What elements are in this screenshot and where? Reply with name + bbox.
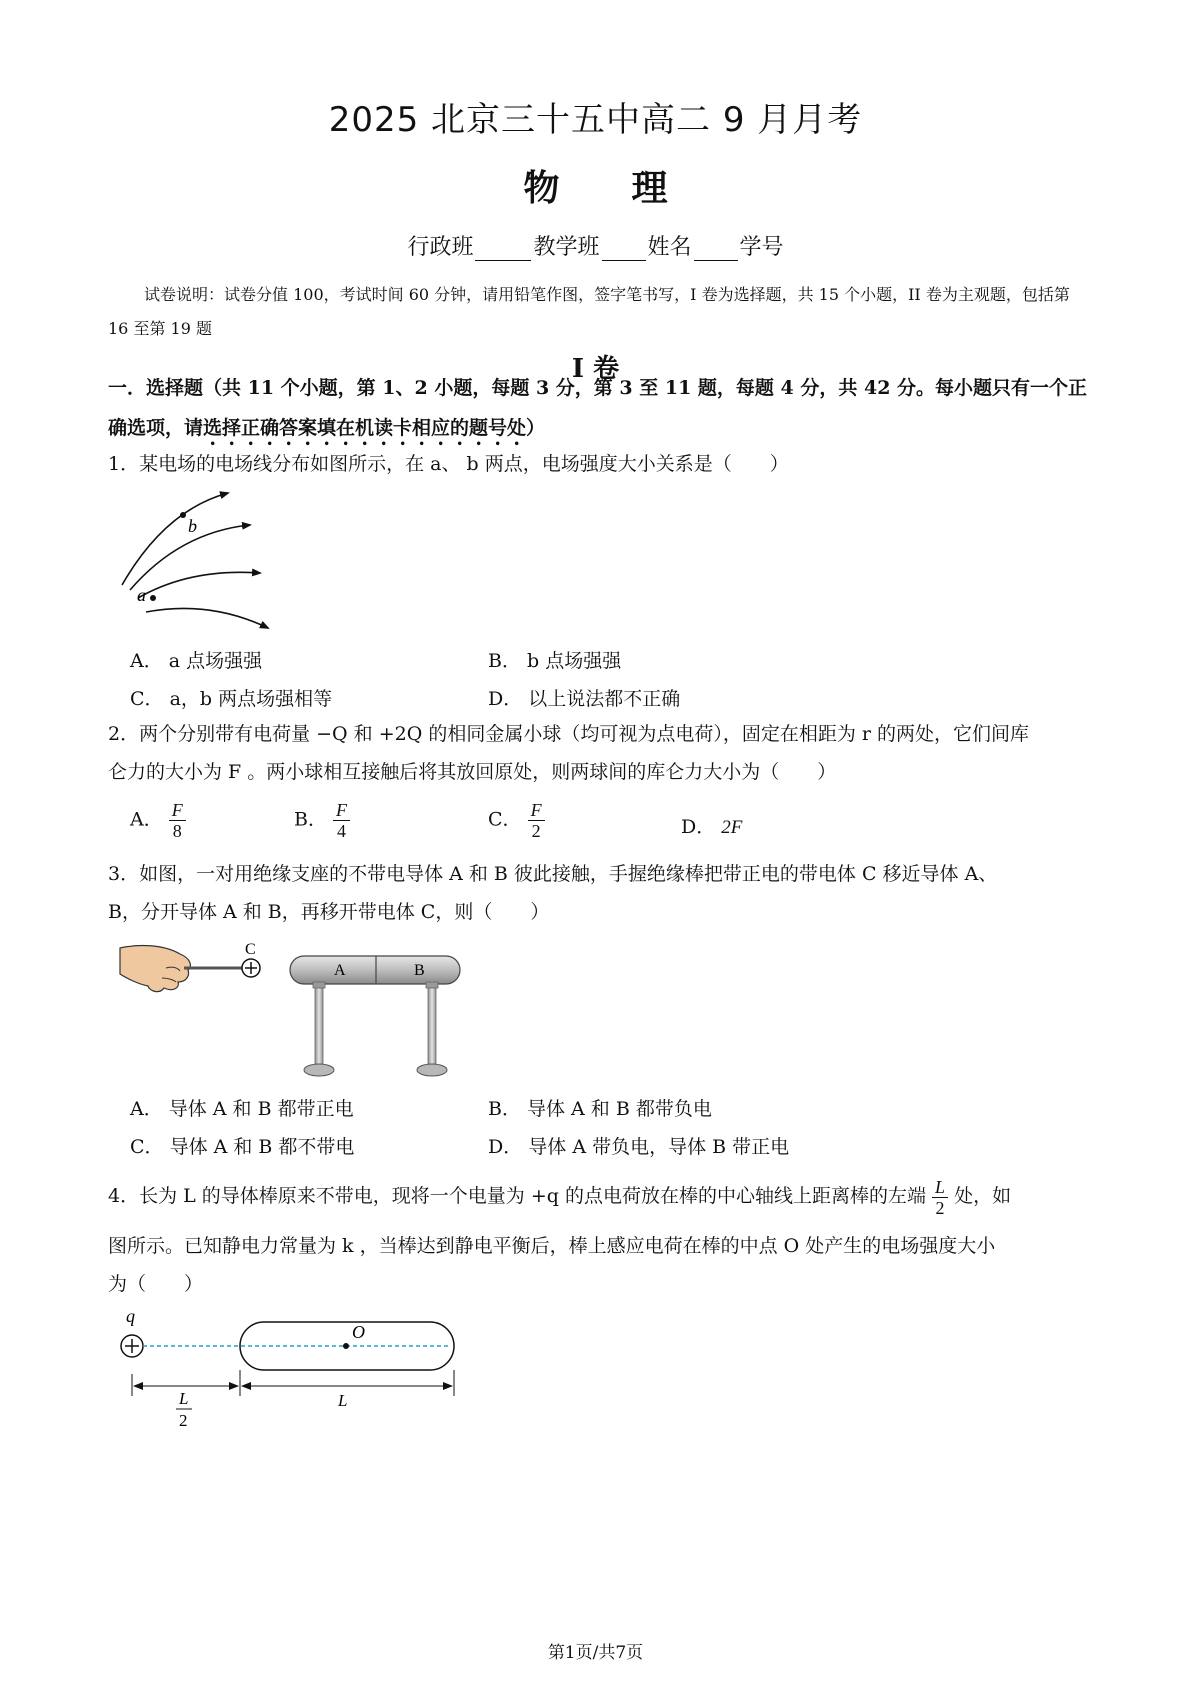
- q3-stem-line2: B，分开导体 A 和 B，再移开带电体 C，则（ ）: [108, 901, 550, 923]
- option-value: 2F: [721, 817, 743, 838]
- field-line-1: [122, 493, 228, 585]
- field-teaching-class-blank[interactable]: [602, 240, 646, 261]
- q4-stem-part2: 处，如: [954, 1185, 1012, 1207]
- label-half-num: L: [179, 1389, 189, 1408]
- q1-field-lines-figure: [110, 490, 290, 640]
- option-label: D．: [681, 816, 716, 838]
- numerator: L: [932, 1177, 948, 1198]
- subject-char-2: 理: [631, 168, 668, 209]
- midpoint-o: [343, 1343, 349, 1349]
- label-b: b: [188, 516, 197, 536]
- label-l: L: [338, 1391, 348, 1410]
- numerator: F: [528, 800, 545, 821]
- subject-char-1: 物: [523, 168, 560, 209]
- instructions-end: ）: [526, 417, 546, 439]
- denominator: 2: [531, 821, 541, 841]
- label-c: C: [245, 941, 256, 958]
- q4-rod-figure: [110, 1306, 470, 1436]
- q1-option-c[interactable]: C． a，b 两点场强相等: [130, 688, 333, 710]
- exam-title: 2025 北京三十五中高二 9 月月考: [328, 100, 863, 140]
- stand-a: [315, 984, 323, 1068]
- q3-option-d[interactable]: D． 导体 A 带负电，导体 B 带正电: [488, 1136, 790, 1158]
- q3-conductors-figure: [118, 938, 468, 1080]
- q4-stem-line1: [108, 1176, 1093, 1218]
- point-b: [180, 512, 186, 518]
- q1-stem: 1．某电场的电场线分布如图所示，在 a、 b 两点，电场强度大小关系是（ ）: [108, 453, 789, 475]
- conductor-ab: [290, 956, 460, 984]
- label-q: q: [126, 1306, 135, 1326]
- option-label: B．: [294, 808, 327, 831]
- field-name: 姓名: [647, 235, 692, 260]
- numerator: F: [333, 800, 350, 821]
- q3-option-c[interactable]: C． 导体 A 和 B 都不带电: [130, 1136, 355, 1158]
- denominator: 8: [172, 821, 182, 841]
- fraction: [169, 800, 186, 841]
- field-name-blank[interactable]: [694, 240, 738, 261]
- subject-title: [0, 160, 1191, 211]
- stand-b: [428, 984, 436, 1068]
- q2-option-d[interactable]: [681, 812, 742, 839]
- instructions-text: 一．选择题（共 11 个小题，第 1、2 小题，每题 3 分，第 3 至 11 题，每题 4 分，共 42 分。每小题只有一个正确选项，请: [108, 377, 1088, 439]
- section-instructions: [108, 368, 1093, 450]
- q2-option-c[interactable]: [488, 800, 545, 841]
- fraction: [528, 800, 545, 841]
- q1-option-b[interactable]: B． b 点场强强: [488, 650, 622, 672]
- field-line-3: [138, 572, 260, 598]
- point-a: [150, 595, 156, 601]
- q3-option-a[interactable]: A． 导体 A 和 B 都带正电: [130, 1098, 354, 1120]
- page-footer: 第1页/共7页: [547, 1643, 644, 1663]
- field-line-4: [146, 608, 268, 628]
- label-b: B: [414, 962, 425, 979]
- field-teaching-class: 教学班: [533, 235, 600, 260]
- denominator: 4: [337, 821, 347, 841]
- q3-option-b[interactable]: B． 导体 A 和 B 都带负电: [488, 1098, 712, 1120]
- section-title: I 卷: [571, 354, 620, 384]
- instructions-emphasis: 选择正确答案填在机读卡相应的题号处: [203, 417, 527, 439]
- q2-option-a[interactable]: [130, 800, 186, 841]
- option-label: A．: [130, 808, 163, 831]
- q1-option-d[interactable]: D． 以上说法都不正确: [488, 688, 681, 710]
- field-number: 学号: [739, 235, 784, 260]
- q2-stem-line1: 2．两个分别带有电荷量 −Q 和 +2Q 的相同金属小球（均可视为点电荷），固定在相距为 r 的两处，它们间库: [108, 723, 1029, 745]
- label-a: A: [334, 962, 346, 979]
- q1-option-a[interactable]: A． a 点场强强: [130, 650, 263, 672]
- exam-note: 试卷说明：试卷分值 100，考试时间 60 分钟，请用铅笔作图，签字笔书写，I 卷为选择题，共 15 个小题，II 卷为主观题，包括第 16 至第 19 题: [108, 285, 1070, 338]
- q4-stem-line2: 图所示。已知静电力常量为 k ，当棒达到静电平衡后，棒上感应电荷在棒的中点 O 处产生的电场强度大小: [108, 1235, 996, 1257]
- q2-option-b[interactable]: [294, 800, 350, 841]
- q3-stem-line1: 3．如图，一对用绝缘支座的不带电导体 A 和 B 彼此接触，手握绝缘棒把带正电的带电体 C 移近导体 A、: [108, 863, 998, 885]
- q4-stem-part1: 4．长为 L 的导体棒原来不带电，现将一个电量为 +q 的点电荷放在棒的中心轴线上距离棒的左端: [108, 1185, 926, 1207]
- label-a: a: [137, 585, 146, 605]
- q2-stem-line2: 仑力的大小为 F 。两小球相互接触后将其放回原处，则两球间的库仑力大小为（ ）: [108, 761, 837, 783]
- fraction: [333, 800, 350, 841]
- field-class: 行政班: [407, 235, 474, 260]
- label-half-den: 2: [179, 1411, 188, 1430]
- field-class-blank[interactable]: [475, 240, 531, 261]
- student-info-line: [0, 230, 1191, 261]
- label-o: O: [352, 1322, 365, 1342]
- denominator: 2: [935, 1197, 945, 1218]
- hand-icon: [120, 946, 190, 992]
- option-label: C．: [488, 808, 522, 831]
- numerator: F: [169, 800, 186, 821]
- fraction-half-l: [932, 1177, 948, 1218]
- q4-stem-line3: 为（ ）: [108, 1273, 204, 1295]
